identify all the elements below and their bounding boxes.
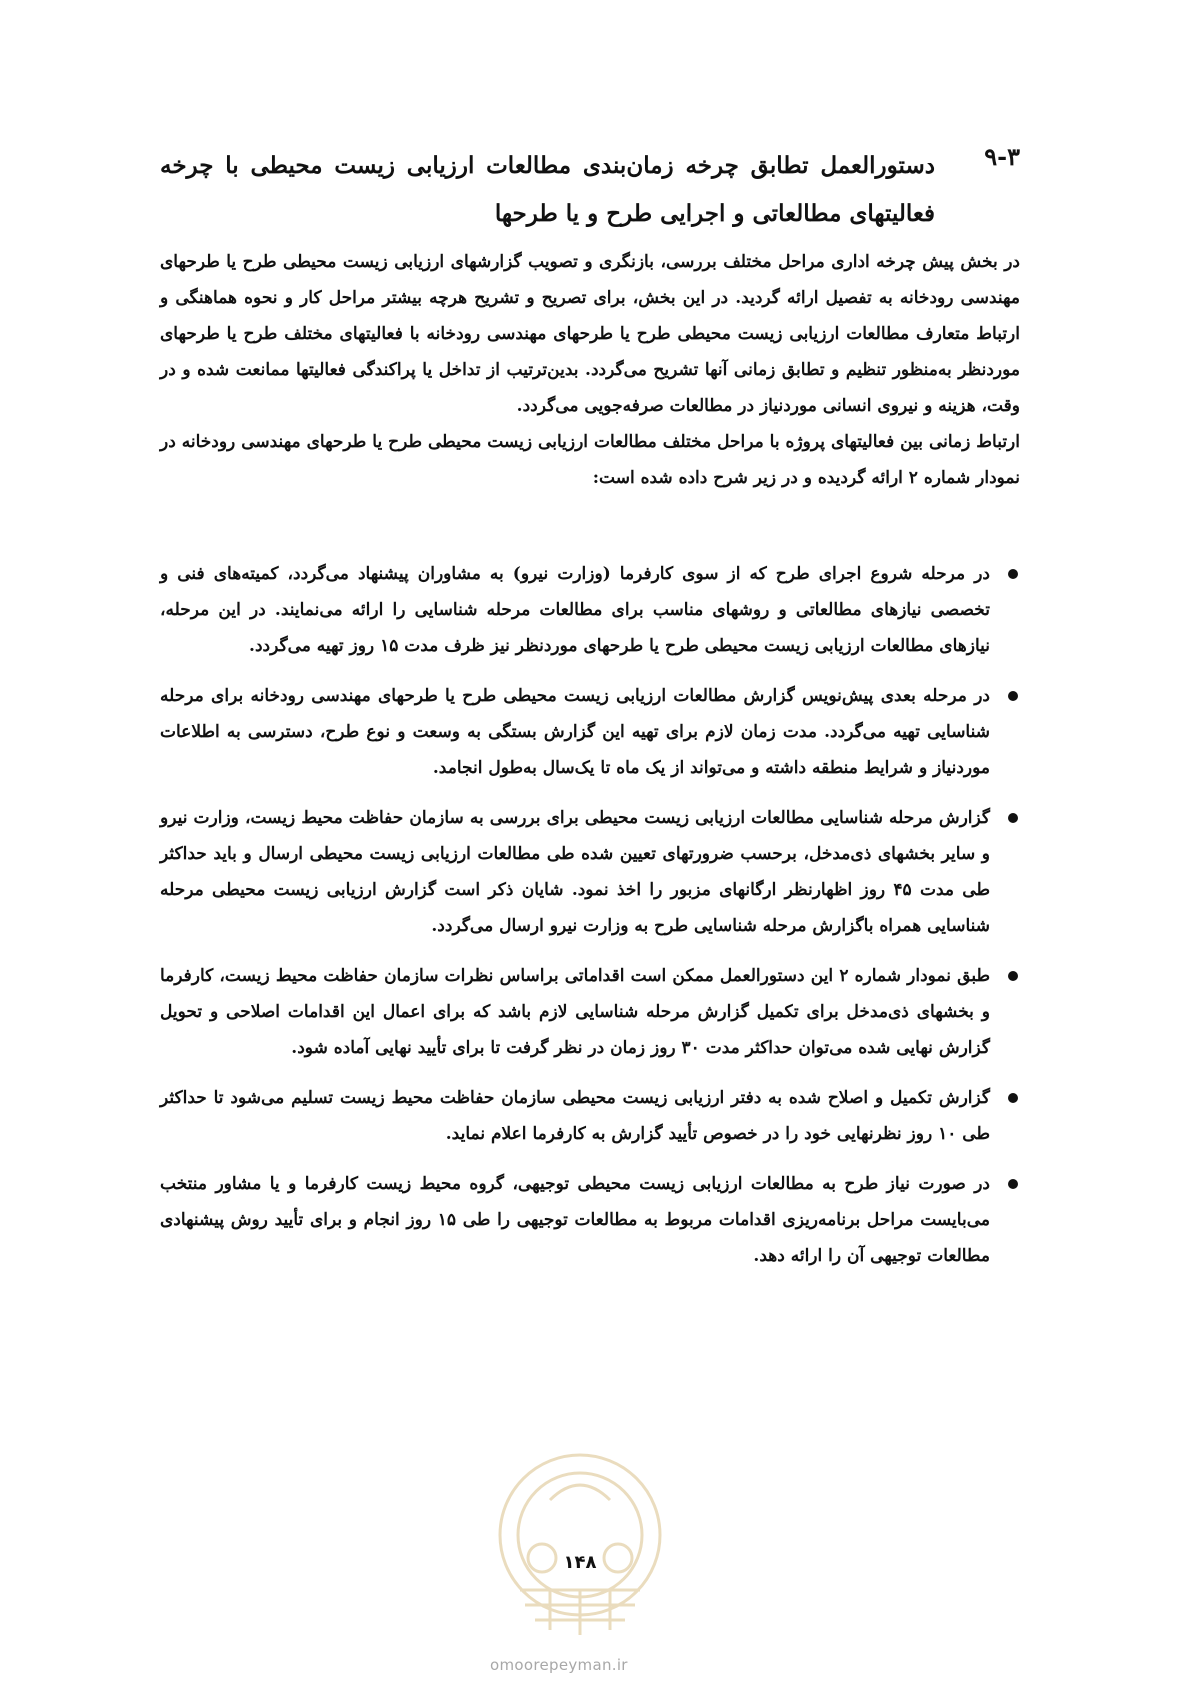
section-heading [160,142,1020,238]
list-item-text: در صورت نیاز طرح به مطالعات ارزیابی زیست محیطی توجیهی، گروه محیط زیست کارفرما و یا مشاور منتخب می‌بایست مراحل برنامه‌ریزی اقدامات مربوط به مطالعات توجیهی را طی ۱۵ روز انجام و برای تأیید روش پیشنهادی مطالعات توجیهی آن را ارائه دهد. [160,1174,990,1266]
list-item-text: گزارش مرحله شناسایی مطالعات ارزیابی زیست محیطی برای بررسی به سازمان حفاظت محیط زیست، وزارت نیرو و سایر بخشهای ذی‌مدخل، برحسب ضرورتهای تعیین شده طی مطالعات ارزیابی زیست محیطی ارسال و باید حداکثر طی مدت ۴۵ روز اظهارنظر ارگانهای مزبور را اخذ نمود. شایان ذکر است گزارش ارزیابی زیست محیطی مرحله شناسایی همراه باگزارش مرحله شناسایی طرح به وزارت نیرو ارسال می‌گردد. [160,808,990,936]
list-item [160,678,1020,786]
paragraph: ارتباط زمانی بین فعالیتهای پروژه با مراحل مختلف مطالعات ارزیابی زیست محیطی طرح یا طرحهای مهندسی رودخانه در نمودار شماره ۲ ارائه گردیده و در زیر شرح داده شده است: [160,432,1020,488]
bullet-list [160,556,1020,1288]
list-item-text: طبق نمودار شماره ۲ این دستورالعمل ممکن است اقداماتی براساس نظرات سازمان حفاظت محیط زیست، کارفرما و بخشهای ذی‌مدخل برای تکمیل گزارش مرحله شناسایی لازم باشد که برای اعمال این اقدامات اصلاحی و تحویل گزارش نهایی شده می‌توان حداکثر مدت ۳۰ روز زمان در نظر گرفت تا برای تأیید نهایی آماده شود. [160,966,990,1058]
bullet-dot-icon [1008,569,1018,579]
bullet-dot-icon [1008,691,1018,701]
bullet-dot-icon [1008,1179,1018,1189]
site-url: omoorepeyman.ir [490,1656,628,1674]
list-item [160,556,1020,664]
bullet-dot-icon [1008,813,1018,823]
list-item [160,958,1020,1066]
bullet-dot-icon [1008,1093,1018,1103]
body-paragraphs [160,244,1020,496]
list-item-text: در مرحله بعدی پیش‌نویس گزارش مطالعات ارزیابی زیست محیطی طرح یا طرحهای مهندسی رودخانه برای مرحله شناسایی تهیه می‌گردد. مدت زمان لازم برای تهیه این گزارش بستگی به وسعت و نوع طرح، دسترسی به اطلاعات موردنیاز و شرایط منطقه داشته و می‌تواند از یک ماه تا یک‌سال به‌طول انجامد. [160,686,990,778]
list-item [160,800,1020,944]
section-number: ۹-۳ [984,142,1020,171]
list-item-text: در مرحله شروع اجرای طرح که از سوی کارفرما (وزارت نیرو) به مشاوران پیشنهاد می‌گردد، کمیته‌های فنی و تخصصی نیازهای مطالعاتی و روشهای مناسب برای مطالعات مرحله شناسایی را ارائه می‌نمایند. در این مرحله، نیازهای مطالعات ارزیابی زیست محیطی طرح یا طرحهای موردنظر نیز ظرف مدت ۱۵ روز تهیه می‌گردد. [160,564,990,656]
paragraph: در بخش پیش چرخه اداری مراحل مختلف بررسی، بازنگری و تصویب گزارشهای ارزیابی زیست محیطی طرح یا طرحهای مهندسی رودخانه به تفصیل ارائه گردید. در این بخش، برای تصریح و تشریح هرچه بیشتر مراحل کار و نحوه هماهنگی و ارتباط متعارف مطالعات ارزیابی زیست محیطی طرح یا طرحهای مهندسی رودخانه با فعالیتهای مختلف طرح یا طرحهای موردنظر به‌منظور تنظیم و تطابق زمانی آنها تشریح می‌گردد. بدین‌ترتیب از تداخل یا پراکندگی فعالیتها ممانعت شده و در وقت، هزینه و نیروی انسانی موردنیاز در مطالعات صرفه‌جویی می‌گردد. [160,252,1021,416]
list-item-text: گزارش تکمیل و اصلاح شده به دفتر ارزیابی زیست محیطی سازمان حفاظت محیط زیست تسلیم می‌شود تا حداکثر طی ۱۰ روز نظرنهایی خود را در خصوص تأیید گزارش به کارفرما اعلام نماید. [160,1088,990,1144]
list-item [160,1166,1020,1274]
bullet-dot-icon [1008,971,1018,981]
watermark-logo-icon [480,1440,680,1640]
list-item [160,1080,1020,1152]
section-title: دستورالعمل تطابق چرخه زمان‌بندی مطالعات ارزیابی زیست محیطی با چرخه فعالیتهای مطالعاتی و اجرایی طرح و یا طرحها [160,152,935,227]
page-number: ۱۴۸ [563,1552,597,1573]
